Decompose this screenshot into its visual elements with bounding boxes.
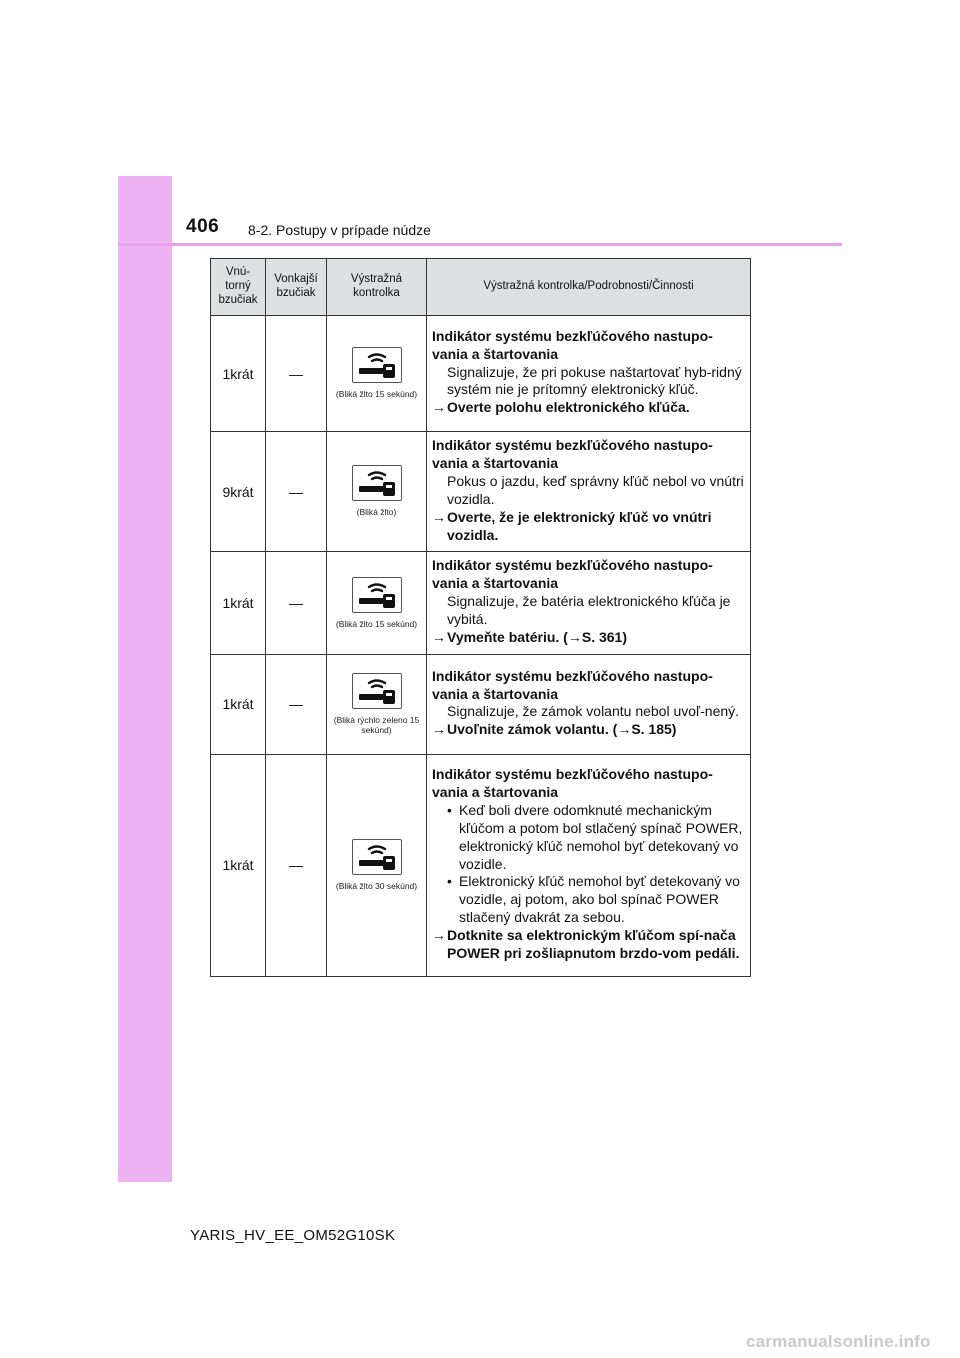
exterior-buzzer-value: — [266, 432, 327, 552]
action-text: Dotknite sa elektronickým kľúčom spí-nača POWER pri zošliapnutom brzdo-vom pedáli. [447, 927, 740, 962]
table-row [211, 432, 751, 552]
interior-buzzer-count: 1krát [211, 754, 266, 976]
lamp-note: (Bliká rýchlo zeleno 15 sekúnd) [333, 715, 420, 735]
indicator-description: Pokus o jazdu, keď správny kľúč nebol vo vnútri vozidla. [447, 472, 744, 507]
page-reference-link[interactable]: S. 361) [581, 629, 627, 646]
lamp-note: (Bliká žlto) [356, 507, 397, 518]
action-instruction [432, 629, 744, 647]
header-exterior-buzzer: Vonkajší bzučiak [266, 259, 327, 316]
arrow-right-icon: → [432, 508, 446, 525]
indicator-description: Signalizuje, že batéria elektronického kľúča je vybitá. [447, 593, 731, 628]
page-ref-arrow-icon: → [567, 629, 582, 646]
header-warning-lamp: Výstražná kontrolka [327, 259, 427, 316]
action-instruction [432, 399, 744, 417]
indicator-title: Indikátor systému bezkľúčového nastupo-vania a štartovania [432, 667, 713, 702]
page-ref-arrow-icon: → [617, 721, 632, 738]
warning-lamp-cell [327, 432, 427, 552]
indicator-description: Signalizuje, že zámok volantu nebol uvoľ-nený. [447, 703, 740, 720]
header-details: Výstražná kontrolka/Podrobnosti/Činnosti [427, 259, 751, 316]
smart-key-indicator-icon [352, 465, 402, 501]
warning-buzzer-table [210, 258, 751, 977]
page-number: 406 [186, 216, 220, 237]
warning-lamp-cell [327, 552, 427, 655]
document-code: YARIS_HV_EE_OM52G10SK [190, 1227, 396, 1244]
arrow-right-icon: → [432, 629, 446, 646]
action-instruction [432, 721, 744, 739]
details-cell [427, 432, 751, 552]
interior-buzzer-count: 1krát [211, 654, 266, 754]
exterior-buzzer-value: — [266, 552, 327, 655]
list-item: • Elektronický kľúč nemohol byť detekovaný vo vozidle, aj potom, ako bol spínač POWER stlačený dvakrát za sebou. [447, 873, 740, 926]
watermark: carmanualsonline.info [746, 1332, 931, 1351]
header-rule [118, 243, 842, 246]
indicator-title: Indikátor systému bezkľúčového nastupo-vania a štartovania [432, 327, 713, 362]
warning-lamp-cell [327, 316, 427, 432]
table-row [211, 552, 751, 655]
arrow-right-icon: → [432, 721, 446, 738]
details-cell [427, 654, 751, 754]
list-item: • Keď boli dvere odomknuté mechanickým kľúčom a potom bol stlačený spínač POWER, elektronický kľúč nemohol byť detekovaný vo vozidle. [447, 801, 743, 872]
interior-buzzer-count: 1krát [211, 316, 266, 432]
exterior-buzzer-value: — [266, 654, 327, 754]
lamp-note: (Bliká žlto 15 sekúnd) [335, 389, 418, 400]
lamp-note: (Bliká žlto 30 sekúnd) [335, 881, 418, 892]
smart-key-indicator-icon [352, 839, 402, 875]
exterior-buzzer-value: — [266, 754, 327, 976]
indicator-description: Signalizuje, že pri pokuse naštartovať hyb-ridný systém nie je prítomný elektronický kľúč. [447, 363, 742, 398]
indicator-title: Indikátor systému bezkľúčového nastupo-vania a štartovania [432, 557, 713, 592]
action-text: Overte polohu elektronického kľúča. [447, 399, 690, 416]
action-text: Uvoľnite zámok volantu. ( [447, 721, 618, 738]
chapter-side-tab [118, 176, 172, 1182]
arrow-right-icon: → [432, 927, 446, 944]
warning-lamp-cell [327, 754, 427, 976]
action-text: Overte, že je elektronický kľúč vo vnútri vozidla. [447, 508, 712, 543]
lamp-note: (Bliká žlto 15 sekúnd) [335, 618, 418, 629]
smart-key-indicator-icon [352, 577, 402, 613]
action-text: Vymeňte batériu. ( [447, 629, 568, 646]
table-row [211, 316, 751, 432]
action-instruction [432, 927, 744, 963]
interior-buzzer-count: 1krát [211, 552, 266, 655]
smart-key-indicator-icon [352, 347, 402, 383]
table-header-row [211, 259, 751, 316]
action-instruction [432, 509, 744, 545]
details-cell [427, 754, 751, 976]
warning-lamp-cell [327, 654, 427, 754]
section-title: 8-2. Postupy v prípade núdze [248, 222, 431, 238]
condition-list [432, 802, 744, 927]
indicator-title: Indikátor systému bezkľúčového nastupo-vania a štartovania [432, 765, 713, 800]
header-interior-buzzer: Vnú-torný bzučiak [211, 259, 266, 316]
table-row [211, 654, 751, 754]
interior-buzzer-count: 9krát [211, 432, 266, 552]
table-row [211, 754, 751, 976]
bullet-icon: • [447, 873, 452, 890]
arrow-right-icon: → [432, 399, 446, 416]
details-cell [427, 552, 751, 655]
exterior-buzzer-value: — [266, 316, 327, 432]
details-cell [427, 316, 751, 432]
smart-key-indicator-icon [352, 673, 402, 709]
bullet-icon: • [447, 801, 452, 818]
page-reference-link[interactable]: S. 185) [631, 721, 677, 738]
indicator-title: Indikátor systému bezkľúčového nastupo-vania a štartovania [432, 437, 713, 471]
